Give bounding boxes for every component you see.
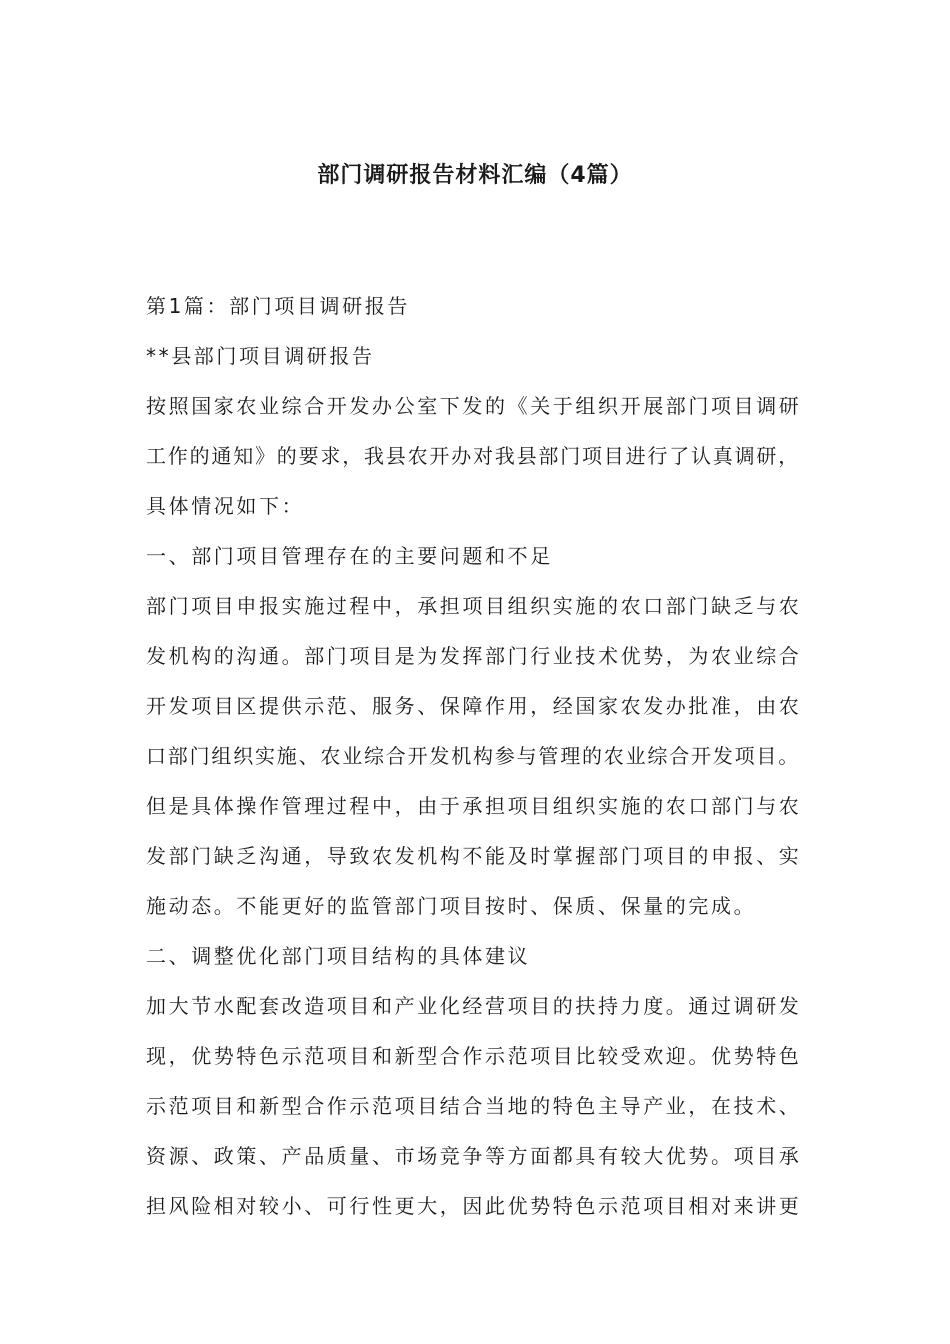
paragraph-line: 发部门缺乏沟通，导致农发机构不能及时掌握部门项目的申报、实 <box>146 844 802 868</box>
paragraph-line: 现，优势特色示范项目和新型合作示范项目比较受欢迎。优势特色 <box>146 1044 802 1068</box>
document-title: 部门调研报告材料汇编（4篇） <box>317 163 633 188</box>
paragraph-line: 具体情况如下： <box>146 494 305 518</box>
paragraph-line: 工作的通知》的要求，我县农开办对我县部门项目进行了认真调研， <box>146 444 800 468</box>
section-heading-part1: 第1篇：部门项目调研报告 <box>146 294 410 318</box>
report-subtitle: **县部门项目调研报告 <box>146 344 375 368</box>
paragraph-line: 发机构的沟通。部门项目是为发挥部门行业技术优势，为农业综合 <box>146 644 802 668</box>
section-heading-suggestions: 二、调整优化部门项目结构的具体建议 <box>146 944 531 968</box>
paragraph-line: 开发项目区提供示范、服务、保障作用，经国家农发办批准，由农 <box>146 694 802 718</box>
paragraph-line: 示范项目和新型合作示范项目结合当地的特色主导产业，在技术、 <box>146 1094 802 1118</box>
paragraph-line: 资源、政策、产品质量、市场竞争等方面都具有较大优势。项目承 <box>146 1144 802 1168</box>
paragraph-line: 但是具体操作管理过程中，由于承担项目组织实施的农口部门与农 <box>146 794 802 818</box>
paragraph-line: 口部门组织实施、农业综合开发机构参与管理的农业综合开发项目。 <box>146 744 800 768</box>
paragraph-line: 担风险相对较小、可行性更大，因此优势特色示范项目相对来讲更 <box>146 1194 802 1218</box>
paragraph-line: 部门项目申报实施过程中，承担项目组织实施的农口部门缺乏与农 <box>146 594 802 618</box>
document-body <box>146 281 806 1231</box>
paragraph-line: 加大节水配套改造项目和产业化经营项目的扶持力度。通过调研发 <box>146 994 802 1018</box>
paragraph-line: 施动态。不能更好的监管部门项目按时、保质、保量的完成。 <box>146 894 757 918</box>
paragraph-line: 按照国家农业综合开发办公室下发的《关于组织开展部门项目调研 <box>146 394 802 418</box>
section-heading-problems: 一、部门项目管理存在的主要问题和不足 <box>146 544 553 568</box>
